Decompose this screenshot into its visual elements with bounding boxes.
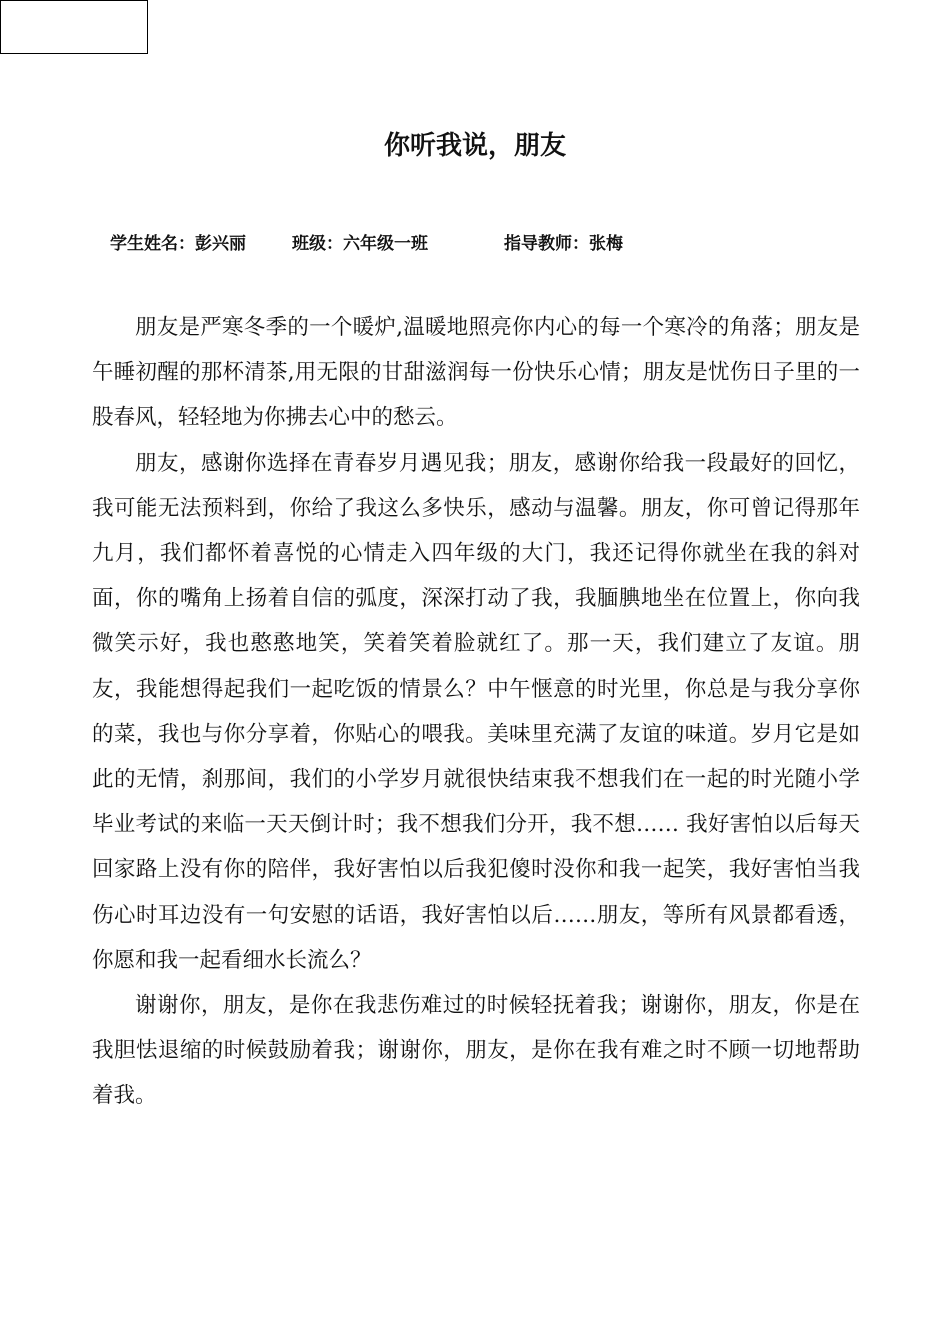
paragraph-1: 朋友是严寒冬季的一个暖炉,温暖地照亮你内心的每一个寒冷的角落；朋友是午睡初醒的那杯清茶,用无限的甘甜滋润每一份快乐心情；朋友是忧伤日子里的一股春风，轻轻地为你拂去心中的愁云。 [92, 315, 860, 431]
paragraph-3: 谢谢你，朋友，是你在我悲伤难过的时候轻抚着我；谢谢你，朋友，你是在我胆怯退缩的时候鼓励着我；谢谢你，朋友，是你在我有难之时不顾一切地帮助着我。 [92, 993, 860, 1109]
teacher-name: 指导教师：张梅 [504, 234, 623, 254]
class-name: 班级：六年级一班 [292, 234, 428, 254]
author-info [110, 230, 623, 258]
student-name: 学生姓名：彭兴丽 [110, 234, 246, 254]
paragraph-2: 朋友，感谢你选择在青春岁月遇见我；朋友，感谢你给我一段最好的回忆，我可能无法预料到，你给了我这么多快乐，感动与温馨。朋友，你可曾记得那年九月，我们都怀着喜悦的心情走入四年级的大门，我还记得你就坐在我的斜对面，你的嘴角上扬着自信的弧度，深深打动了我，我腼腆地坐在位置上，你向我微笑示好，我也憨憨地笑，笑着笑着脸就红了。那一天，我们建立了友谊。朋友，我能想得起我们一起吃饭的情景么？中午惬意的时光里，你总是与我分享你的菜，我也与你分享着，你贴心的喂我。美味里充满了友谊的味道。岁月它是如此的无情，刹那间，我们的小学岁月就很快结束我不想我们在一起的时光随小学毕业考试的来临一天天倒计时；我不想我们分开，我不想…… 我好害怕以后每天回家路上没有你的陪伴，我好害怕以后我犯傻时没你和我一起笑，我好害怕当我伤心时耳边没有一句安慰的话语，我好害怕以后……朋友，等所有风景都看透，你愿和我一起看细水长流么？ [92, 450, 860, 973]
corner-box [0, 0, 148, 54]
essay-body [92, 305, 860, 1119]
page-title: 你听我说，朋友 [383, 131, 566, 161]
